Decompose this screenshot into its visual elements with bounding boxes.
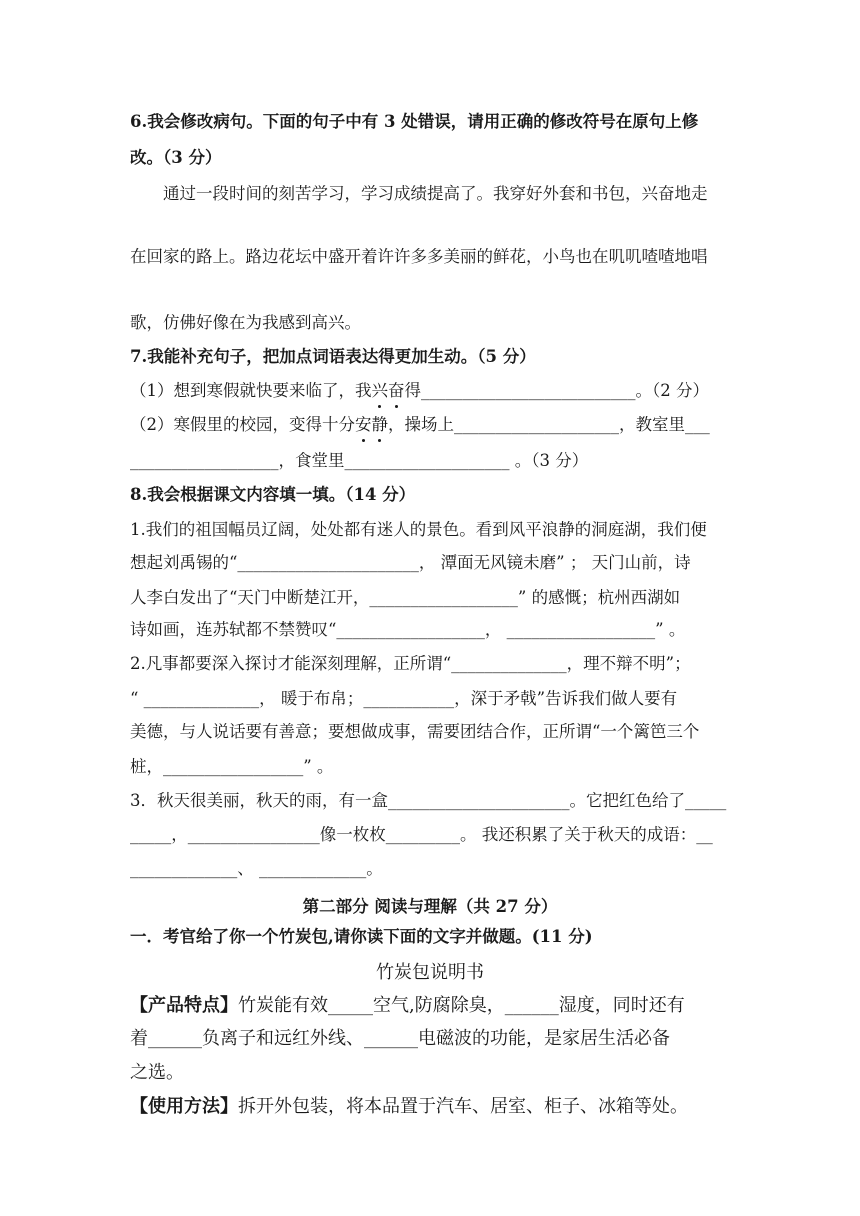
q7-item1-prefix: （1）想到寒假就快要来临了，我 — [130, 381, 372, 400]
dotted-char: 安 — [355, 412, 372, 438]
q8-line: 桩，_________________” 。 — [130, 757, 334, 776]
q7-item2 — [130, 412, 710, 438]
q7-item2-prefix: （2）寒假里的校园，变得十分 — [130, 415, 355, 434]
usage-text: 拆开外包装，将本品置于汽车、居室、柜子、冰箱等处。 — [238, 1096, 688, 1117]
document-title: 竹炭包说明书 — [376, 962, 484, 983]
q6-title-line1: 6.我会修改病句。下面的句子中有 3 处错误，请用正确的修改符号在原句上修 — [130, 112, 699, 131]
part2-q1-title: 一．考官给了你一个竹炭包,请你读下面的文字并做题。(11 分) — [130, 927, 593, 946]
product-features-line2: 着______负离子和远红外线、______电磁波的功能，是家居生活必备 — [130, 1028, 670, 1049]
q6-paragraph-line3: 歌，仿佛好像在为我感到高兴。 — [130, 313, 361, 332]
usage-line1 — [130, 1094, 688, 1120]
q8-line: 诗如画，连苏轼都不禁赞叹“__________________， __________________” 。 — [130, 620, 686, 639]
q8-line: _____________、 _____________。 — [130, 859, 383, 878]
product-features-label: 【产品特点】 — [130, 995, 238, 1016]
q8-line: _____，________________像一枚枚_________。 我还积累了关于秋天的成语：__ — [130, 825, 713, 844]
q8-line: 1.我们的祖国幅员辽阔，处处都有迷人的景色。看到风平浪静的洞庭湖，我们便 — [130, 520, 707, 539]
q7-item2-suffix: ，操场上____________________，教室里___ — [388, 415, 710, 434]
q8-line: 想起刘禹锡的“______________________， 潭面无风镜未磨” ； 天门山前，诗 — [130, 553, 691, 572]
dotted-char: 奋 — [388, 378, 405, 404]
q7-title: 7.我能补充句子，把加点词语表达得更加生动。（5 分） — [130, 347, 536, 366]
q8-line: 2.凡事都要深入探讨才能深刻理解，正所谓“______________，理不辩不明”； — [130, 654, 691, 673]
q8-line: 美德，与人说话要有善意；要想做成事，需要团结合作，正所谓“一个篱笆三个 — [130, 722, 700, 741]
q6-paragraph-line2: 在回家的路上。路边花坛中盛开着许许多多美丽的鲜花，小鸟也在叽叽喳喳地唱 — [130, 247, 708, 266]
product-features-text: 竹炭能有效_____空气,防腐除臭，______湿度，同时还有 — [238, 995, 685, 1016]
q6-paragraph-line1: 通过一段时间的刻苦学习，学习成绩提高了。我穿好外套和书包，兴奋地走 — [163, 184, 708, 203]
q7-item1-suffix: 得__________________________。（2 分） — [404, 381, 709, 400]
part2-heading: 第二部分 阅读与理解（共 27 分） — [302, 897, 558, 916]
usage-label: 【使用方法】 — [130, 1096, 238, 1117]
q6-title-line2: 改。（3 分） — [130, 148, 222, 167]
product-features-line1 — [130, 993, 685, 1019]
q7-item1 — [130, 378, 709, 404]
q7-item2-line2: __________________，食堂里____________________ 。（3 分） — [130, 451, 589, 470]
dotted-char: 兴 — [372, 378, 389, 404]
q8-line: 3．秋天很美丽，秋天的雨，有一盒______________________。它把红色给了_____ — [130, 791, 727, 810]
q8-line: 人李白发出了“天门中断楚江开，__________________” 的感慨；杭州西湖如 — [130, 588, 681, 607]
q8-line: “ ______________， 暖于布帛；___________，深于矛戟”告诉我们做人要有 — [130, 689, 678, 708]
product-features-line3: 之选。 — [130, 1062, 184, 1083]
dotted-char: 静 — [372, 412, 389, 438]
q8-title: 8.我会根据课文内容填一填。（14 分） — [130, 485, 416, 504]
